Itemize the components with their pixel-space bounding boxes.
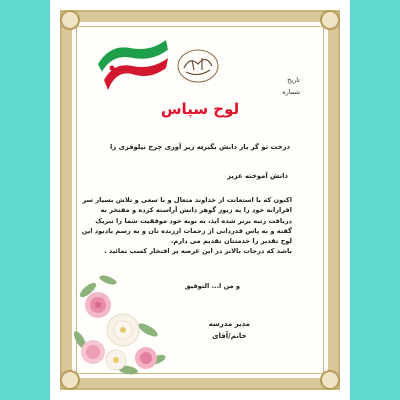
body-line: باشد که درجات بالاتر در این عرصه پر افتخار کسب نمائید . [104, 247, 292, 256]
border-corner-ornament [320, 10, 340, 30]
salutation: دانش آموخته عزیز [227, 172, 288, 180]
body-line: اکنون که با استعانت از خداوند متعال و با سعی و تلاش بسیار سر [82, 196, 292, 204]
poem-line-left: به زیر آوری چرخ نیلوفری را [110, 143, 204, 151]
date-label: تاریخ [287, 76, 300, 84]
certificate-body [81, 195, 292, 257]
body-line: گفته و به پاس قدردانی از زحمات ارزنده تان و به رسم یادبود این [81, 226, 292, 235]
page-title: لوح سپاس [160, 100, 240, 118]
body-line: دریافت رتبه برتر شده اید، به نوبه خود موفقیت شما را تبریک [95, 216, 292, 225]
flower-decoration-icon [68, 260, 178, 380]
meta-fields [282, 74, 300, 98]
signature-block [209, 318, 250, 342]
body-line: لوح تقدیر را خدمتتان تقدیم می دارم. [170, 237, 292, 246]
signer-name: خانم/آقای [212, 332, 247, 340]
number-label: شماره [282, 88, 300, 96]
calligraphy-emblem-icon [176, 48, 220, 84]
body-line: افرازانه خود را به زیور گوهر دانش آراسته کرده و مفتخر به [100, 206, 292, 215]
flag-ribbon-icon [90, 34, 170, 94]
signer-title: مدیر مدرسه [208, 320, 250, 328]
poem-line-right: درخت تو گر بار دانش بگیرد [199, 143, 290, 151]
border-corner-ornament [60, 10, 80, 30]
closing-phrase: و من ا... التوفیق [184, 282, 240, 290]
border-corner-ornament [320, 370, 340, 390]
